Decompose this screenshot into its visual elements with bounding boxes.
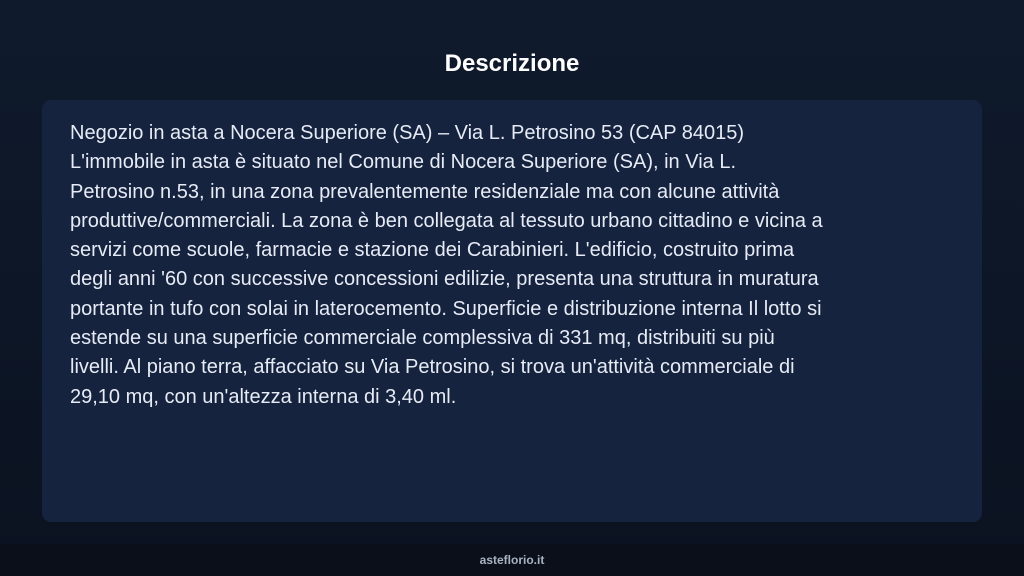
- description-line: degli anni '60 con successive concessioni edilizie, presenta una struttura in muratura: [70, 268, 819, 291]
- description-line: estende su una superficie commerciale complessiva di 331 mq, distribuiti su più: [70, 327, 775, 350]
- page-title: Descrizione: [444, 50, 580, 77]
- description-text: [70, 119, 954, 412]
- description-line: servizi come scuole, farmacie e stazione dei Carabinieri. L'edificio, costruito prima: [70, 239, 795, 262]
- description-line: Negozio in asta a Nocera Superiore (SA) – Via L. Petrosino 53 (CAP 84015): [70, 122, 745, 144]
- footer-bar: [0, 544, 1024, 576]
- description-line: 29,10 mq, con un'altezza interna di 3,40 ml.: [70, 385, 457, 408]
- description-line: portante in tufo con solai in laterocemento. Superficie e distribuzione interna Il lotto si: [70, 297, 822, 320]
- footer-site-link[interactable]: asteflorio.it: [479, 553, 545, 567]
- description-card: [42, 100, 982, 522]
- description-line: produttive/commerciali. La zona è ben collegata al tessuto urbano cittadino e vicina a: [70, 209, 823, 232]
- description-line: L'immobile in asta è situato nel Comune di Nocera Superiore (SA), in Via L.: [70, 151, 737, 174]
- description-line: Petrosino n.53, in una zona prevalentemente residenziale ma con alcune attività: [70, 180, 780, 203]
- description-line: livelli. Al piano terra, affacciato su Via Petrosino, si trova un'attività commerciale di: [70, 356, 795, 379]
